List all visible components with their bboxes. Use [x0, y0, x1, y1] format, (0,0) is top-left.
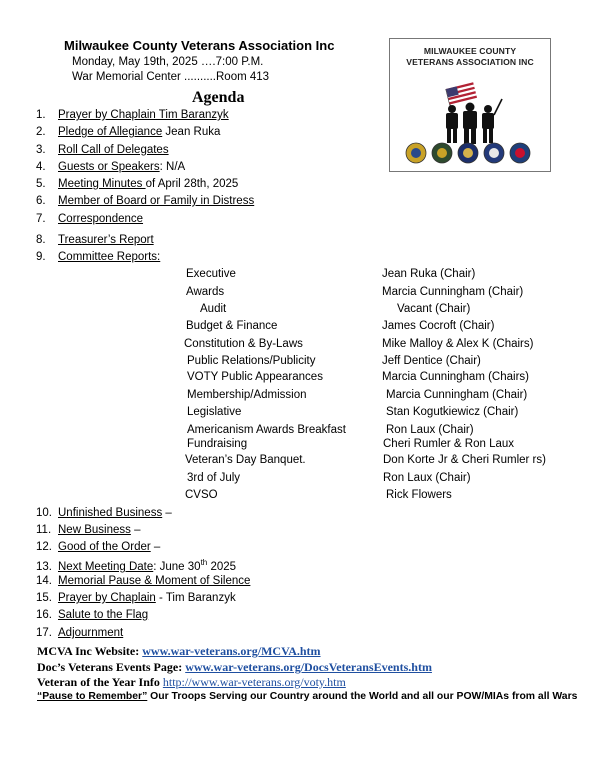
item-number: 2.: [36, 126, 46, 138]
agenda-heading: Agenda: [192, 89, 245, 106]
item-detail: : N/A: [159, 161, 186, 173]
meeting-date: Monday, May 19th, 2025 ….7:00 P.M.: [72, 56, 264, 68]
item-number: 14.: [36, 575, 52, 587]
committee-chair: Vacant (Chair): [397, 303, 471, 315]
item-detail: of April 28th, 2025: [145, 178, 239, 190]
item-label: Next Meeting Date: [58, 560, 154, 573]
item-number: 10.: [36, 507, 52, 519]
item-label: Meeting Minutes: [58, 178, 146, 190]
committee-name: Fundraising: [187, 438, 248, 450]
committee-chair: Mike Malloy & Alex K (Chairs): [382, 338, 534, 350]
committee-name: Public Relations/Publicity: [187, 355, 316, 367]
meeting-location: War Memorial Center ..........Room 413: [72, 71, 270, 83]
item-label: Roll Call of Delegates: [58, 144, 169, 156]
committee-chair: Stan Kogutkiewicz (Chair): [386, 406, 519, 418]
agenda-item-2: [36, 126, 220, 138]
association-logo: [389, 38, 551, 172]
agenda-item-3: [36, 144, 169, 156]
item-number: 3.: [36, 144, 46, 156]
agenda-item-15: [36, 592, 236, 604]
item-number: 11.: [36, 524, 52, 536]
agenda-item-4: [36, 161, 185, 173]
item-number: 6.: [36, 195, 46, 207]
agenda-item-10: [36, 507, 172, 519]
item-number: 12.: [36, 541, 52, 553]
agenda-item-16: [36, 609, 148, 621]
item-label: Pledge of Allegiance: [58, 126, 163, 138]
website-link[interactable]: www.war-veterans.org/MCVA.htm: [142, 644, 321, 658]
item-number: 15.: [36, 592, 52, 604]
item-detail: –: [130, 524, 141, 536]
agenda-item-12: [36, 541, 160, 553]
agenda-item-5: [36, 178, 238, 190]
item-number: 9.: [36, 251, 46, 263]
committee-name: Veteran’s Day Banquet.: [185, 454, 306, 466]
item-number: 4.: [36, 161, 46, 173]
committee-name: Budget & Finance: [186, 320, 278, 332]
agenda-item-1: [36, 109, 229, 121]
committee-chair: Ron Laux (Chair): [383, 472, 471, 484]
item-number: 5.: [36, 178, 46, 190]
committee-name: Audit: [200, 303, 227, 315]
item-label: Salute to the Flag: [58, 609, 149, 621]
committee-name: Americanism Awards Breakfast: [187, 424, 346, 436]
item-label: Memorial Pause & Moment of Silence: [58, 575, 251, 587]
item-number: 17.: [36, 627, 52, 639]
item-detail-year: 2025: [207, 560, 237, 573]
committee-name: Membership/Admission: [187, 389, 307, 401]
committee-chair: Marcia Cunningham (Chair): [382, 286, 524, 298]
item-label: Committee Reports:: [58, 251, 161, 263]
item-number: 13.: [36, 560, 52, 573]
item-label: Prayer by Chaplain: [58, 592, 156, 604]
agenda-item-13: [36, 558, 236, 573]
ordinal-suffix: th: [200, 558, 208, 567]
item-label: New Business: [58, 524, 131, 536]
committee-chair: Marcia Cunningham (Chairs): [382, 371, 529, 383]
item-number: 8.: [36, 234, 46, 246]
agenda-item-11: [36, 524, 140, 536]
item-label: Good of the Order: [58, 541, 151, 553]
remember-text: Our Troops Serving our Country around the World and all our POW/MIAs from all Wars: [147, 691, 578, 702]
agenda-item-6: [36, 195, 254, 207]
committee-chair: Don Korte Jr & Cheri Rumler rs): [383, 454, 546, 466]
voty-label: Veteran of the Year Info: [37, 675, 163, 689]
committee-name: 3rd of July: [187, 472, 241, 484]
agenda-item-8: [36, 234, 154, 246]
agenda-item-14: [36, 575, 250, 587]
website-label: MCVA Inc Website:: [37, 644, 143, 658]
committee-chair: Ron Laux (Chair): [386, 424, 474, 436]
committee-chair: Cheri Rumler & Ron Laux: [383, 438, 515, 450]
events-link[interactable]: www.war-veterans.org/DocsVeteransEvents.htm: [185, 660, 432, 674]
website-line: [37, 644, 321, 659]
committee-name: VOTY Public Appearances: [187, 371, 323, 383]
item-number: 7.: [36, 213, 46, 225]
committee-chair: Jeff Dentice (Chair): [382, 355, 481, 367]
committee-name: Constitution & By-Laws: [184, 338, 303, 350]
item-label: Member of Board or Family in Distress: [58, 195, 255, 207]
agenda-item-7: [36, 213, 143, 225]
remember-label: “Pause to Remember”: [37, 691, 148, 702]
logo-line-2: VETERANS ASSOCIATION INC: [406, 57, 534, 67]
item-label: Guests or Speakers: [58, 161, 160, 173]
org-title: Milwaukee County Veterans Association Inc: [64, 38, 335, 53]
committee-chair: James Cocroft (Chair): [382, 320, 495, 332]
committee-name: CVSO: [185, 489, 218, 501]
logo-line-1: MILWAUKEE COUNTY: [423, 46, 517, 56]
committee-chair: Jean Ruka (Chair): [382, 268, 476, 280]
item-label: Prayer by Chaplain Tim Baranzyk: [58, 109, 229, 121]
remember-line: [37, 691, 577, 702]
item-label: Treasurer’s Report: [58, 234, 154, 246]
item-detail: Jean Ruka: [162, 126, 221, 138]
item-detail: –: [150, 541, 161, 553]
item-label: Correspondence: [58, 213, 144, 225]
events-label: Doc’s Veterans Events Page:: [37, 660, 186, 674]
item-number: 1.: [36, 109, 46, 121]
voty-line: [37, 675, 346, 690]
soldiers-emblem-icon: [390, 39, 550, 171]
agenda-item-17: [36, 627, 123, 639]
item-detail: - Tim Baranzyk: [155, 592, 236, 604]
item-number: 16.: [36, 609, 52, 621]
events-line: [37, 660, 432, 675]
committee-name: Awards: [186, 286, 225, 298]
item-label: Adjournment: [58, 627, 124, 639]
committee-chair: Marcia Cunningham (Chair): [386, 389, 528, 401]
committee-name: Legislative: [187, 406, 242, 418]
committee-chair: Rick Flowers: [386, 489, 452, 501]
agenda-item-9: [36, 251, 160, 263]
voty-link[interactable]: http://www.war-veterans.org/voty.htm: [162, 675, 346, 689]
item-label: Unfinished Business: [58, 507, 163, 519]
committee-name: Executive: [186, 268, 236, 280]
item-detail: –: [162, 507, 172, 519]
item-detail: : June 30: [153, 560, 201, 573]
